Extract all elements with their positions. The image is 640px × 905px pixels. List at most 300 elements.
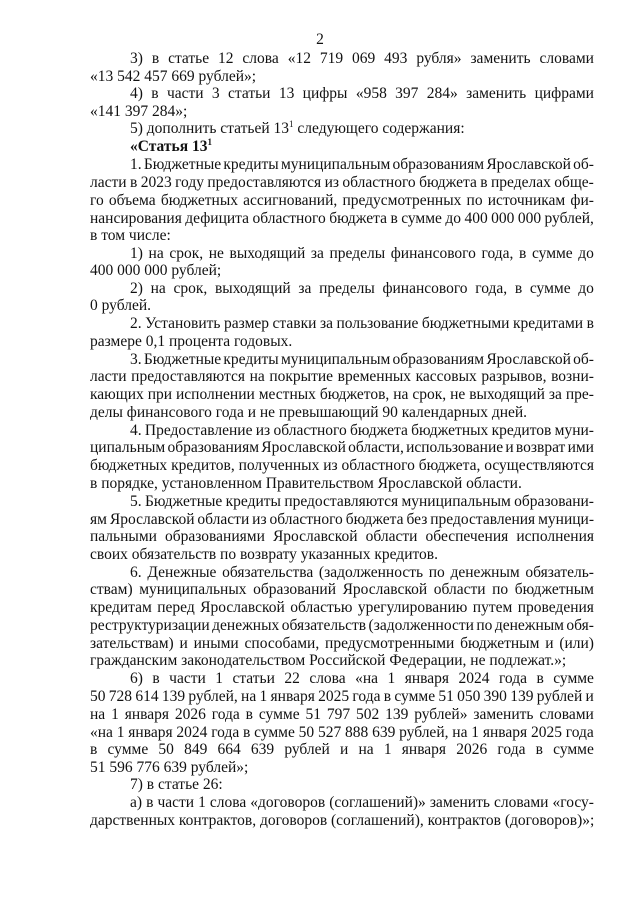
word: в xyxy=(536,670,544,687)
word: не xyxy=(208,245,224,262)
word: пользование xyxy=(336,315,419,332)
word: полученных xyxy=(238,457,320,474)
word: словами xyxy=(539,706,594,723)
word: временных xyxy=(337,368,412,385)
word: бюджета xyxy=(350,422,408,439)
word: областного xyxy=(341,457,415,474)
word: выходящий xyxy=(229,245,306,262)
word: 1 xyxy=(111,706,119,723)
word: «госу- xyxy=(552,794,594,811)
word: 397 xyxy=(395,85,419,102)
word: 2026 xyxy=(456,741,488,758)
text-line: 400 000 000 рублей; xyxy=(90,262,222,279)
word: 51 xyxy=(438,688,454,705)
word: источникам xyxy=(487,192,566,209)
text-line: «13 542 457 669 рублей»; xyxy=(90,68,257,85)
word: заменить xyxy=(466,85,527,102)
word: на xyxy=(90,706,106,723)
word: Денежные xyxy=(147,564,217,581)
word: 6) xyxy=(130,670,143,687)
word: денежным xyxy=(450,564,520,581)
word: 888 xyxy=(345,724,369,741)
word: возни- xyxy=(551,368,594,385)
word: бюджета xyxy=(345,511,404,528)
word: Ярославской xyxy=(109,511,195,528)
word: года, xyxy=(475,280,508,297)
word: срок, xyxy=(412,386,447,403)
word: Ярославской xyxy=(200,599,285,616)
word: 2025 xyxy=(530,724,562,741)
line-tail: следующего содержания: xyxy=(293,120,465,137)
word: на xyxy=(358,741,374,758)
word: покрытие xyxy=(269,368,334,385)
word: области xyxy=(365,528,418,545)
word: использование xyxy=(406,439,504,456)
word: образовани- xyxy=(514,493,594,510)
word: в xyxy=(535,741,543,758)
text-line xyxy=(130,119,594,138)
word: в xyxy=(480,174,488,191)
word: на xyxy=(150,280,166,297)
word: бюджета, xyxy=(418,457,481,474)
text-line: «141 397 284»; xyxy=(90,103,188,120)
word: областного xyxy=(252,210,326,227)
word: исполнении xyxy=(175,386,255,403)
word: и xyxy=(179,635,188,652)
word: денежным xyxy=(494,617,564,634)
word: на xyxy=(241,688,257,705)
word: 5. xyxy=(130,493,142,510)
word: размер xyxy=(224,315,270,332)
word: в xyxy=(152,670,160,687)
word: кредиты xyxy=(223,351,279,368)
word: об- xyxy=(573,156,594,173)
word: бюджетных xyxy=(160,192,238,209)
word: кредиты xyxy=(225,493,281,510)
word: не xyxy=(450,386,466,403)
word: слова xyxy=(209,794,247,811)
text-line: 0 рублей. xyxy=(90,297,152,314)
word: по xyxy=(466,192,483,209)
word: а) xyxy=(130,794,143,811)
word: срок, xyxy=(169,245,204,262)
word: 4. xyxy=(130,422,142,439)
word: областного xyxy=(269,511,343,528)
word: 3) xyxy=(130,50,143,67)
line-text: «Статья 13 xyxy=(130,138,208,155)
word: на xyxy=(393,386,409,403)
word: ассигнований, xyxy=(243,192,338,209)
word: муниципальных xyxy=(139,581,247,598)
text-line xyxy=(90,705,594,724)
word: 2) xyxy=(130,280,143,297)
word: обще- xyxy=(554,174,594,191)
word: до xyxy=(578,280,594,297)
word: из xyxy=(255,422,271,439)
word: 4) xyxy=(130,85,143,102)
word: кредитов xyxy=(491,422,552,439)
word: Ярославской xyxy=(486,156,571,173)
word: го xyxy=(90,192,104,209)
word: рублей, xyxy=(399,724,449,741)
word: статьи xyxy=(228,85,271,102)
word: «958 xyxy=(355,85,387,102)
word: образованиями xyxy=(165,528,265,545)
word: денежных xyxy=(212,617,280,634)
text-line xyxy=(90,456,594,475)
word: словами xyxy=(493,794,549,811)
word: из xyxy=(323,457,338,474)
word: кающих xyxy=(90,386,144,403)
word: за xyxy=(548,386,562,403)
word: проведения xyxy=(517,599,594,616)
word: 22 xyxy=(284,670,300,687)
word: января xyxy=(401,741,447,758)
word: Ярославской xyxy=(261,439,346,456)
word: рублей, xyxy=(188,688,238,705)
word: заменить xyxy=(429,794,490,811)
text-line: в том числе: xyxy=(90,227,171,244)
word: 849 xyxy=(184,741,208,758)
word: на xyxy=(452,724,468,741)
word: 1 xyxy=(387,670,396,687)
word: способами, xyxy=(244,635,320,652)
superscript: 1 xyxy=(289,119,294,129)
word: января xyxy=(124,706,169,723)
word: предусмотренных xyxy=(342,192,462,209)
word: Бюджетные xyxy=(143,156,222,173)
word: цифрами xyxy=(534,85,594,102)
text-line: дарственных контрактов, договоров (соглашений), контрактов (договоров)»; xyxy=(90,812,594,829)
word: (соглашений)» xyxy=(329,794,426,811)
word: года xyxy=(211,724,240,741)
word: 527 xyxy=(317,724,342,741)
word: муниципальным xyxy=(401,493,511,510)
word: при xyxy=(147,386,173,403)
text-line xyxy=(130,793,594,812)
text-line xyxy=(130,492,594,511)
word: 139 xyxy=(510,688,534,705)
word: 000 xyxy=(491,210,515,227)
word: ципальным xyxy=(90,439,166,456)
word: 2026 xyxy=(174,706,206,723)
word: 12 xyxy=(218,50,234,67)
word: «договоров xyxy=(250,794,326,811)
word: на xyxy=(249,368,265,385)
word: урегулированию xyxy=(357,599,468,616)
word: 3. xyxy=(130,351,142,368)
word: января xyxy=(270,688,315,705)
word: бюджета xyxy=(329,210,387,227)
word: ствам) xyxy=(90,581,133,598)
word: кассовых xyxy=(415,368,477,385)
word: цифры xyxy=(302,85,348,102)
word: в xyxy=(151,50,160,67)
word: ласти xyxy=(90,368,127,385)
word: рублей xyxy=(536,688,583,705)
word: предусмотренными xyxy=(325,635,455,652)
text-line: 51 596 776 639 рублей»; xyxy=(90,759,249,776)
word: в xyxy=(243,724,251,741)
word: бюджетным xyxy=(460,635,540,652)
word: ласти xyxy=(90,174,127,191)
line-text: 5) дополнить статьей 13 xyxy=(130,120,290,137)
word: 6. xyxy=(130,564,142,581)
word: 3 xyxy=(211,85,220,102)
word: 2. xyxy=(130,315,142,332)
word: словами xyxy=(539,50,594,67)
word: предоставления xyxy=(430,511,536,528)
word: исполнения xyxy=(516,528,594,545)
word: заменить xyxy=(473,706,534,723)
word: иными xyxy=(193,635,239,652)
word: 13 xyxy=(278,85,295,102)
word: 390 xyxy=(483,688,507,705)
word: слова xyxy=(309,670,346,687)
word: Ярославской xyxy=(486,351,571,368)
word: осуществляются xyxy=(484,457,594,474)
word: «12 xyxy=(287,50,311,67)
word: дефицита xyxy=(185,210,250,227)
word: образованиям xyxy=(392,351,485,368)
word: срок, xyxy=(173,280,208,297)
word: 1 xyxy=(471,724,480,741)
text-line xyxy=(90,527,594,546)
word: 2025 xyxy=(318,688,350,705)
word: зательствам) xyxy=(90,635,174,652)
text-line xyxy=(130,669,594,688)
word: 1 xyxy=(215,670,223,687)
text-line: размере 0,1 процента годовых. xyxy=(90,333,293,350)
word: 284» xyxy=(426,85,458,102)
word: 139 xyxy=(385,706,409,723)
word: в xyxy=(390,210,398,227)
text-line: в порядке, установленном Правительством Ярославской области. xyxy=(90,475,522,492)
word: кредитов, xyxy=(171,457,235,474)
word: 139 xyxy=(161,688,186,705)
word: сумме xyxy=(529,280,571,297)
word: по xyxy=(428,564,445,581)
word: года xyxy=(498,670,527,687)
word: за xyxy=(298,280,312,297)
word: (или) xyxy=(559,635,594,652)
word: муни- xyxy=(554,422,594,439)
word: заменить xyxy=(470,50,531,67)
word: муници- xyxy=(538,511,594,528)
word: статье xyxy=(168,50,210,67)
word: 1) xyxy=(130,245,143,262)
word: 51 xyxy=(305,706,321,723)
word: на xyxy=(148,245,164,262)
word: 502 xyxy=(355,706,380,723)
word: 2023 xyxy=(140,174,172,191)
word: сумме xyxy=(531,245,573,262)
word: финансового xyxy=(382,280,468,297)
word: ставки xyxy=(272,315,317,332)
word: образованиям xyxy=(167,439,260,456)
word: Ярославской xyxy=(342,581,428,598)
word: 000 xyxy=(517,210,542,227)
word: возврат xyxy=(515,439,566,456)
word: муниципальным xyxy=(280,351,391,368)
word: бюджетными xyxy=(421,315,510,332)
text-line: 7) в статье 26: xyxy=(130,776,223,793)
word: Ярославской xyxy=(272,528,358,545)
word: и xyxy=(505,439,514,456)
text-line xyxy=(90,367,594,386)
word: области xyxy=(433,581,486,598)
text-line: делы финансового года и не превышающий 90 календарных дней. xyxy=(90,404,528,421)
word: в xyxy=(151,85,159,102)
word: сумме xyxy=(401,210,442,227)
word: области, xyxy=(348,439,404,456)
word: местных xyxy=(258,386,316,403)
word: нансирования xyxy=(90,210,182,227)
word: 493 xyxy=(384,50,408,67)
text-line xyxy=(130,137,594,156)
word: января xyxy=(128,724,173,741)
word: Предоставление xyxy=(144,422,253,439)
word: 797 xyxy=(326,706,351,723)
word: 664 xyxy=(217,741,241,758)
word: до xyxy=(578,245,594,262)
text-line xyxy=(90,191,594,210)
word: Бюджетные xyxy=(144,493,223,510)
word: 1 xyxy=(259,688,268,705)
word: части xyxy=(157,794,195,811)
word: пальными xyxy=(90,528,157,545)
word: сумме xyxy=(107,741,149,758)
word: 2024 xyxy=(176,724,208,741)
word: из xyxy=(252,511,267,528)
word: пределы xyxy=(319,280,375,297)
word: выходящий xyxy=(214,280,291,297)
word: перед xyxy=(157,599,195,616)
word: в xyxy=(383,688,392,705)
word: финансового xyxy=(390,245,476,262)
word: 1 xyxy=(116,724,125,741)
word: за xyxy=(319,315,333,332)
word: года xyxy=(565,724,594,741)
word: 1. xyxy=(130,156,142,173)
word: областного xyxy=(273,422,347,439)
word: объема xyxy=(108,192,156,209)
word: сумме xyxy=(394,688,436,705)
superscript: 1 xyxy=(207,137,212,147)
word: Бюджетные xyxy=(143,351,222,368)
word: и xyxy=(340,741,349,758)
word: 50 xyxy=(158,741,174,758)
word: 614 xyxy=(135,688,159,705)
word: статьи xyxy=(232,670,275,687)
word: в xyxy=(586,315,594,332)
word: по xyxy=(476,617,493,634)
word: бюджетов, xyxy=(319,386,390,403)
word: 069 xyxy=(352,50,376,67)
word: обязательств xyxy=(281,617,367,634)
word: сумме xyxy=(553,741,594,758)
word: в xyxy=(245,706,253,723)
word: пре- xyxy=(565,386,594,403)
word: Установить xyxy=(145,315,221,332)
word: кредитами xyxy=(513,315,584,332)
text-line xyxy=(130,155,594,174)
text-line xyxy=(90,438,594,457)
word: января xyxy=(482,724,528,741)
text-line xyxy=(130,314,594,333)
word: сумме xyxy=(553,670,594,687)
text-line xyxy=(90,598,594,617)
word: сумме xyxy=(254,724,295,741)
word: сумме xyxy=(258,706,300,723)
word: рублей, xyxy=(544,210,594,227)
word: предоставляются xyxy=(284,493,399,510)
word: пределы xyxy=(329,245,386,262)
word: бюджета xyxy=(419,174,477,191)
word: 2024 xyxy=(458,670,490,687)
word: в xyxy=(90,741,98,758)
word: 1 xyxy=(383,741,392,758)
word: бюджетных xyxy=(411,422,489,439)
text-line xyxy=(90,385,594,404)
word: из xyxy=(324,174,339,191)
word: разрывов, xyxy=(481,368,547,385)
word: части xyxy=(169,670,206,687)
word: обеспечения xyxy=(425,528,509,545)
text-line: гражданским законодательством Российской Федерации, не подлежат.»; xyxy=(90,652,567,669)
word: января xyxy=(404,670,450,687)
word: бюджетных xyxy=(90,457,168,474)
word: «на xyxy=(90,724,113,741)
word: в xyxy=(514,280,523,297)
word: рубля» xyxy=(416,50,462,67)
word: 639 xyxy=(372,724,396,741)
word: «на xyxy=(355,670,379,687)
text-line xyxy=(130,84,594,103)
word: года xyxy=(497,741,526,758)
word: года xyxy=(352,688,381,705)
word: предоставляются xyxy=(207,174,322,191)
text-line xyxy=(90,687,594,706)
word: году xyxy=(175,174,204,191)
word: года xyxy=(211,706,240,723)
word: по xyxy=(492,581,509,598)
word: фи- xyxy=(570,192,594,209)
text-line: своих обязательств по возврату указанных кредитов. xyxy=(90,546,439,563)
word: бюджетным xyxy=(514,581,594,598)
word: обязатель- xyxy=(525,564,594,581)
word: выходящий xyxy=(469,386,545,403)
word: пределах xyxy=(490,174,551,191)
word: 50 xyxy=(298,724,315,741)
text-line xyxy=(90,740,594,759)
word: 50 xyxy=(90,688,106,705)
word: за xyxy=(310,245,324,262)
word: 400 xyxy=(464,210,488,227)
word: (задолженность xyxy=(318,564,424,581)
word: (задолженности xyxy=(368,617,474,634)
word: 639 xyxy=(250,741,275,758)
page-number: 2 xyxy=(316,31,324,48)
word: образований xyxy=(253,581,336,598)
word: ими xyxy=(567,439,594,456)
word: без xyxy=(406,511,428,528)
word: года, xyxy=(481,245,514,262)
word: об- xyxy=(573,351,594,368)
word: и xyxy=(545,635,554,652)
text-line xyxy=(90,580,594,599)
word: 1 xyxy=(198,794,206,811)
